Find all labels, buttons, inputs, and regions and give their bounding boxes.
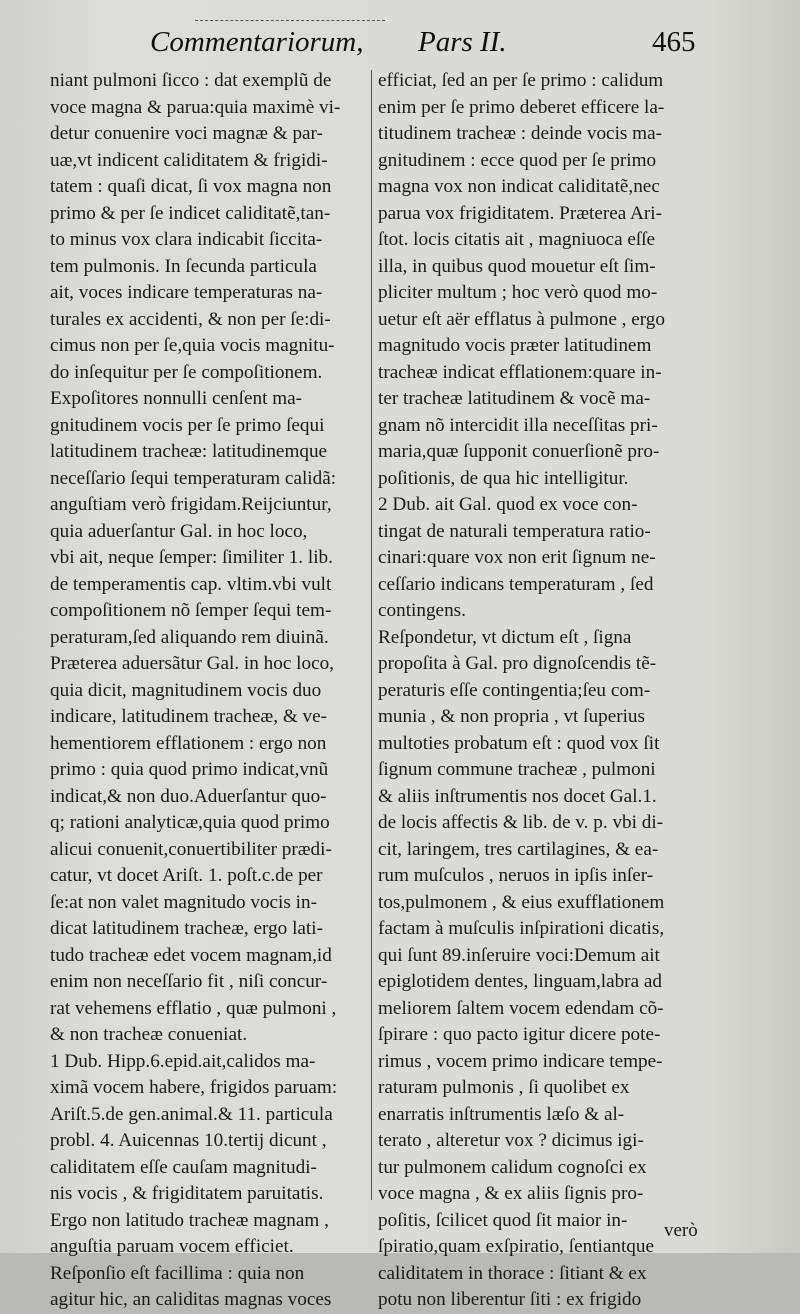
text-line: maria,quæ ſupponit conuerſionẽ pro-: [378, 441, 660, 462]
text-line: alicui conuenit,conuertibiliter prædi-: [50, 838, 332, 860]
text-line: enim non neceſſario fit , niſi concur-: [50, 971, 328, 992]
text-line: de temperamentis cap. vltim.vbi vult: [50, 573, 332, 595]
text-line: peraturam,ſed aliquando rem diuinã.: [50, 626, 329, 648]
text-line: illa, in quibus quod mouetur eſt ſim-: [378, 255, 656, 277]
text-line: primo : quia quod primo indicat,vnũ: [50, 759, 329, 780]
text-line: cinari:quare vox non erit ſignum ne-: [378, 547, 656, 568]
catchword: verò: [664, 1220, 698, 1241]
text-line: ait, voces indicare temperaturas na-: [50, 282, 323, 303]
text-line: indicare, latitudinem tracheæ, & ve-: [50, 706, 328, 727]
text-line: latitudinem tracheæ: latitudinemque: [50, 441, 328, 462]
text-line: de locis affectis & lib. de v. p. vbi di-: [378, 812, 664, 833]
text-line: Reſpondetur, vt dictum eſt , ſigna: [378, 626, 632, 648]
text-line: gnitudinem vocis per ſe primo ſequi: [50, 414, 325, 436]
header-title: Commentariorum,: [150, 26, 364, 58]
text-line: ximã vocem habere, frigidos paruam:: [50, 1077, 338, 1098]
text-line: primo & per ſe indicet caliditatẽ,tan-: [50, 202, 331, 224]
text-line: voce magna , & ex aliis ſignis pro-: [378, 1183, 644, 1204]
text-line: probl. 4. Auicennas 10.tertij dicunt ,: [50, 1130, 327, 1151]
text-line: gnam nõ intercidit illa neceſſitas pri-: [378, 414, 658, 436]
text-line: magna vox non indicat caliditatẽ,nec: [378, 176, 660, 197]
text-line: efficiat, ſed an per ſe primo : calidum: [378, 70, 664, 91]
text-line: to minus vox clara indicabit ſiccita-: [50, 229, 323, 250]
text-line: meliorem ſaltem vocem edendam cõ-: [378, 997, 664, 1019]
text-line: parua vox frigiditatem. Præterea Ari-: [378, 202, 662, 224]
text-line: q; rationi analyticæ,quia quod primo: [50, 812, 330, 833]
text-line: tatem : quaſi dicat, ſi vox magna non: [50, 176, 332, 197]
text-line: turales ex accidenti, & non per ſe:di-: [50, 308, 331, 330]
text-line: 1 Dub. Hipp.6.epid.ait,calidos ma-: [50, 1050, 316, 1072]
text-line: rat vehemens efflatio , quæ pulmoni ,: [50, 997, 337, 1019]
text-line: tur pulmonem calidum cognoſci ex: [378, 1156, 647, 1178]
text-line: Ariſt.5.de gen.animal.& 11. particula: [50, 1103, 333, 1125]
text-line: peraturis eſſe contingentia;ſeu com-: [378, 679, 651, 701]
text-line: quia aduerſantur Gal. in hoc loco,: [50, 520, 308, 542]
text-line: niant pulmoni ſicco : dat exemplũ de: [50, 70, 332, 91]
text-line: pliciter multum ; hoc verò quod mo-: [378, 282, 658, 303]
text-line: detur conuenire voci magnæ & par-: [50, 123, 323, 144]
text-line: ſpirare : quo pacto igitur dicere pote-: [378, 1024, 661, 1045]
header-part: Pars II.: [418, 26, 507, 58]
text-line: ſe:at non valet magnitudo vocis in-: [50, 891, 317, 913]
text-line: qui ſunt 89.inſeruire voci:Demum ait: [378, 944, 660, 966]
text-line: & aliis inſtrumentis nos docet Gal.1.: [378, 785, 657, 807]
text-line: quia dicit, magnitudinem vocis duo: [50, 679, 322, 701]
text-line: agitur hic, an caliditas magnas voces: [50, 1289, 332, 1310]
text-line: factam à muſculis inſpirationi dicatis,: [378, 918, 665, 939]
text-line: catur, vt docet Ariſt. 1. poſt.c.de per: [50, 865, 323, 886]
text-line: multoties probatum eſt : quod vox ſit: [378, 732, 660, 754]
text-line: indicat,& non duo.Aduerſantur quo-: [50, 785, 327, 807]
text-line: nis vocis , & frigiditatem paruitatis.: [50, 1183, 324, 1204]
text-line: vbi ait, neque ſemper: ſimiliter 1. lib.: [50, 547, 333, 568]
text-line: ſtot. locis citatis ait , magniuoca eſſe: [378, 229, 656, 250]
text-line: munia , & non propria , vt ſuperius: [378, 706, 645, 727]
text-line: Ergo non latitudo tracheæ magnam ,: [50, 1209, 329, 1231]
text-line: magnitudo vocis præter latitudinem: [378, 335, 652, 356]
text-line: uetur eſt aër efflatus à pulmone , ergo: [378, 308, 665, 330]
text-line: cimus non per ſe,quia vocis magnitu-: [50, 335, 335, 356]
text-line: ceſſario indicans temperaturam , ſed: [378, 573, 654, 595]
text-line: ter tracheæ latitudinem & vocẽ ma-: [378, 388, 651, 409]
text-line: rimus , vocem primo indicare tempe-: [378, 1050, 663, 1072]
text-line: anguſtiam verò frigidam.Reijciuntur,: [50, 494, 332, 515]
text-line: dicat latitudinem tracheæ, ergo lati-: [50, 918, 323, 939]
text-line: ſpiratio,quam exſpiratio, ſentiantque: [378, 1236, 655, 1257]
text-line: tudo tracheæ edet vocem magnam,id: [50, 944, 332, 966]
text-line: enim per ſe primo deberet efficere la-: [378, 96, 665, 118]
text-line: voce magna & parua:quia maximè vi-: [50, 96, 341, 118]
text-line: terato , alteretur vox ? dicimus igi-: [378, 1130, 644, 1151]
column-divider: [371, 70, 372, 1200]
text-line: hementiorem efflationem : ergo non: [50, 732, 327, 754]
text-line: epiglotidem dentes, linguam,labra ad: [378, 971, 662, 992]
text-line: & non tracheæ conueniat.: [50, 1024, 248, 1045]
text-line: poſitis, ſcilicet quod ſit maior in-: [378, 1209, 628, 1231]
text-line: titudinem tracheæ : deinde vocis ma-: [378, 123, 662, 144]
right-column: [378, 68, 710, 1314]
text-line: propoſita à Gal. pro dignoſcendis tẽ-: [378, 653, 657, 674]
text-line: tos,pulmonem , & eius exufflationem: [378, 891, 665, 913]
text-line: enarratis inſtrumentis læſo & al-: [378, 1103, 625, 1125]
header-rule: [195, 20, 385, 21]
text-line: gnitudinem : ecce quod per ſe primo: [378, 149, 657, 171]
left-column: [50, 68, 368, 1314]
text-line: uæ,vt indicent caliditatem & frigidi-: [50, 149, 328, 171]
text-line: potu non liberentur ſiti : ex frigido: [378, 1289, 642, 1310]
text-line: neceſſario ſequi temperaturam calidã:: [50, 467, 337, 489]
text-line: anguſtia paruam vocem efficiet.: [50, 1236, 294, 1257]
text-line: rum muſculos , neruos in ipſis inſer-: [378, 865, 654, 886]
text-line: cit, laringem, tres cartilagines, & ea-: [378, 838, 659, 860]
text-line: caliditatem in thorace : ſitiant & ex: [378, 1262, 647, 1284]
text-line: compoſitionem nõ ſemper ſequi tem-: [50, 600, 332, 621]
text-line: contingens.: [378, 600, 466, 621]
text-line: tracheæ indicat efflationem:quare in-: [378, 361, 662, 383]
text-line: ſignum commune tracheæ , pulmoni: [378, 759, 656, 780]
text-line: do inſequitur per ſe compoſitionem.: [50, 361, 323, 383]
text-line: Præterea aduersãtur Gal. in hoc loco,: [50, 653, 334, 674]
text-line: tingat de naturali temperatura ratio-: [378, 520, 651, 542]
text-line: Expoſitores nonnulli cenſent ma-: [50, 388, 303, 409]
page-number: 465: [652, 26, 696, 58]
text-line: raturam pulmonis , ſi quolibet ex: [378, 1077, 630, 1098]
text-line: 2 Dub. ait Gal. quod ex voce con-: [378, 494, 638, 515]
text-line: poſitionis, de qua hic intelligitur.: [378, 467, 629, 489]
text-line: tem pulmonis. In ſecunda particula: [50, 255, 317, 277]
text-line: caliditatem eſſe cauſam magnitudi-: [50, 1156, 317, 1178]
text-line: Reſponſio eſt facillima : quia non: [50, 1262, 305, 1284]
running-header: [0, 26, 800, 66]
